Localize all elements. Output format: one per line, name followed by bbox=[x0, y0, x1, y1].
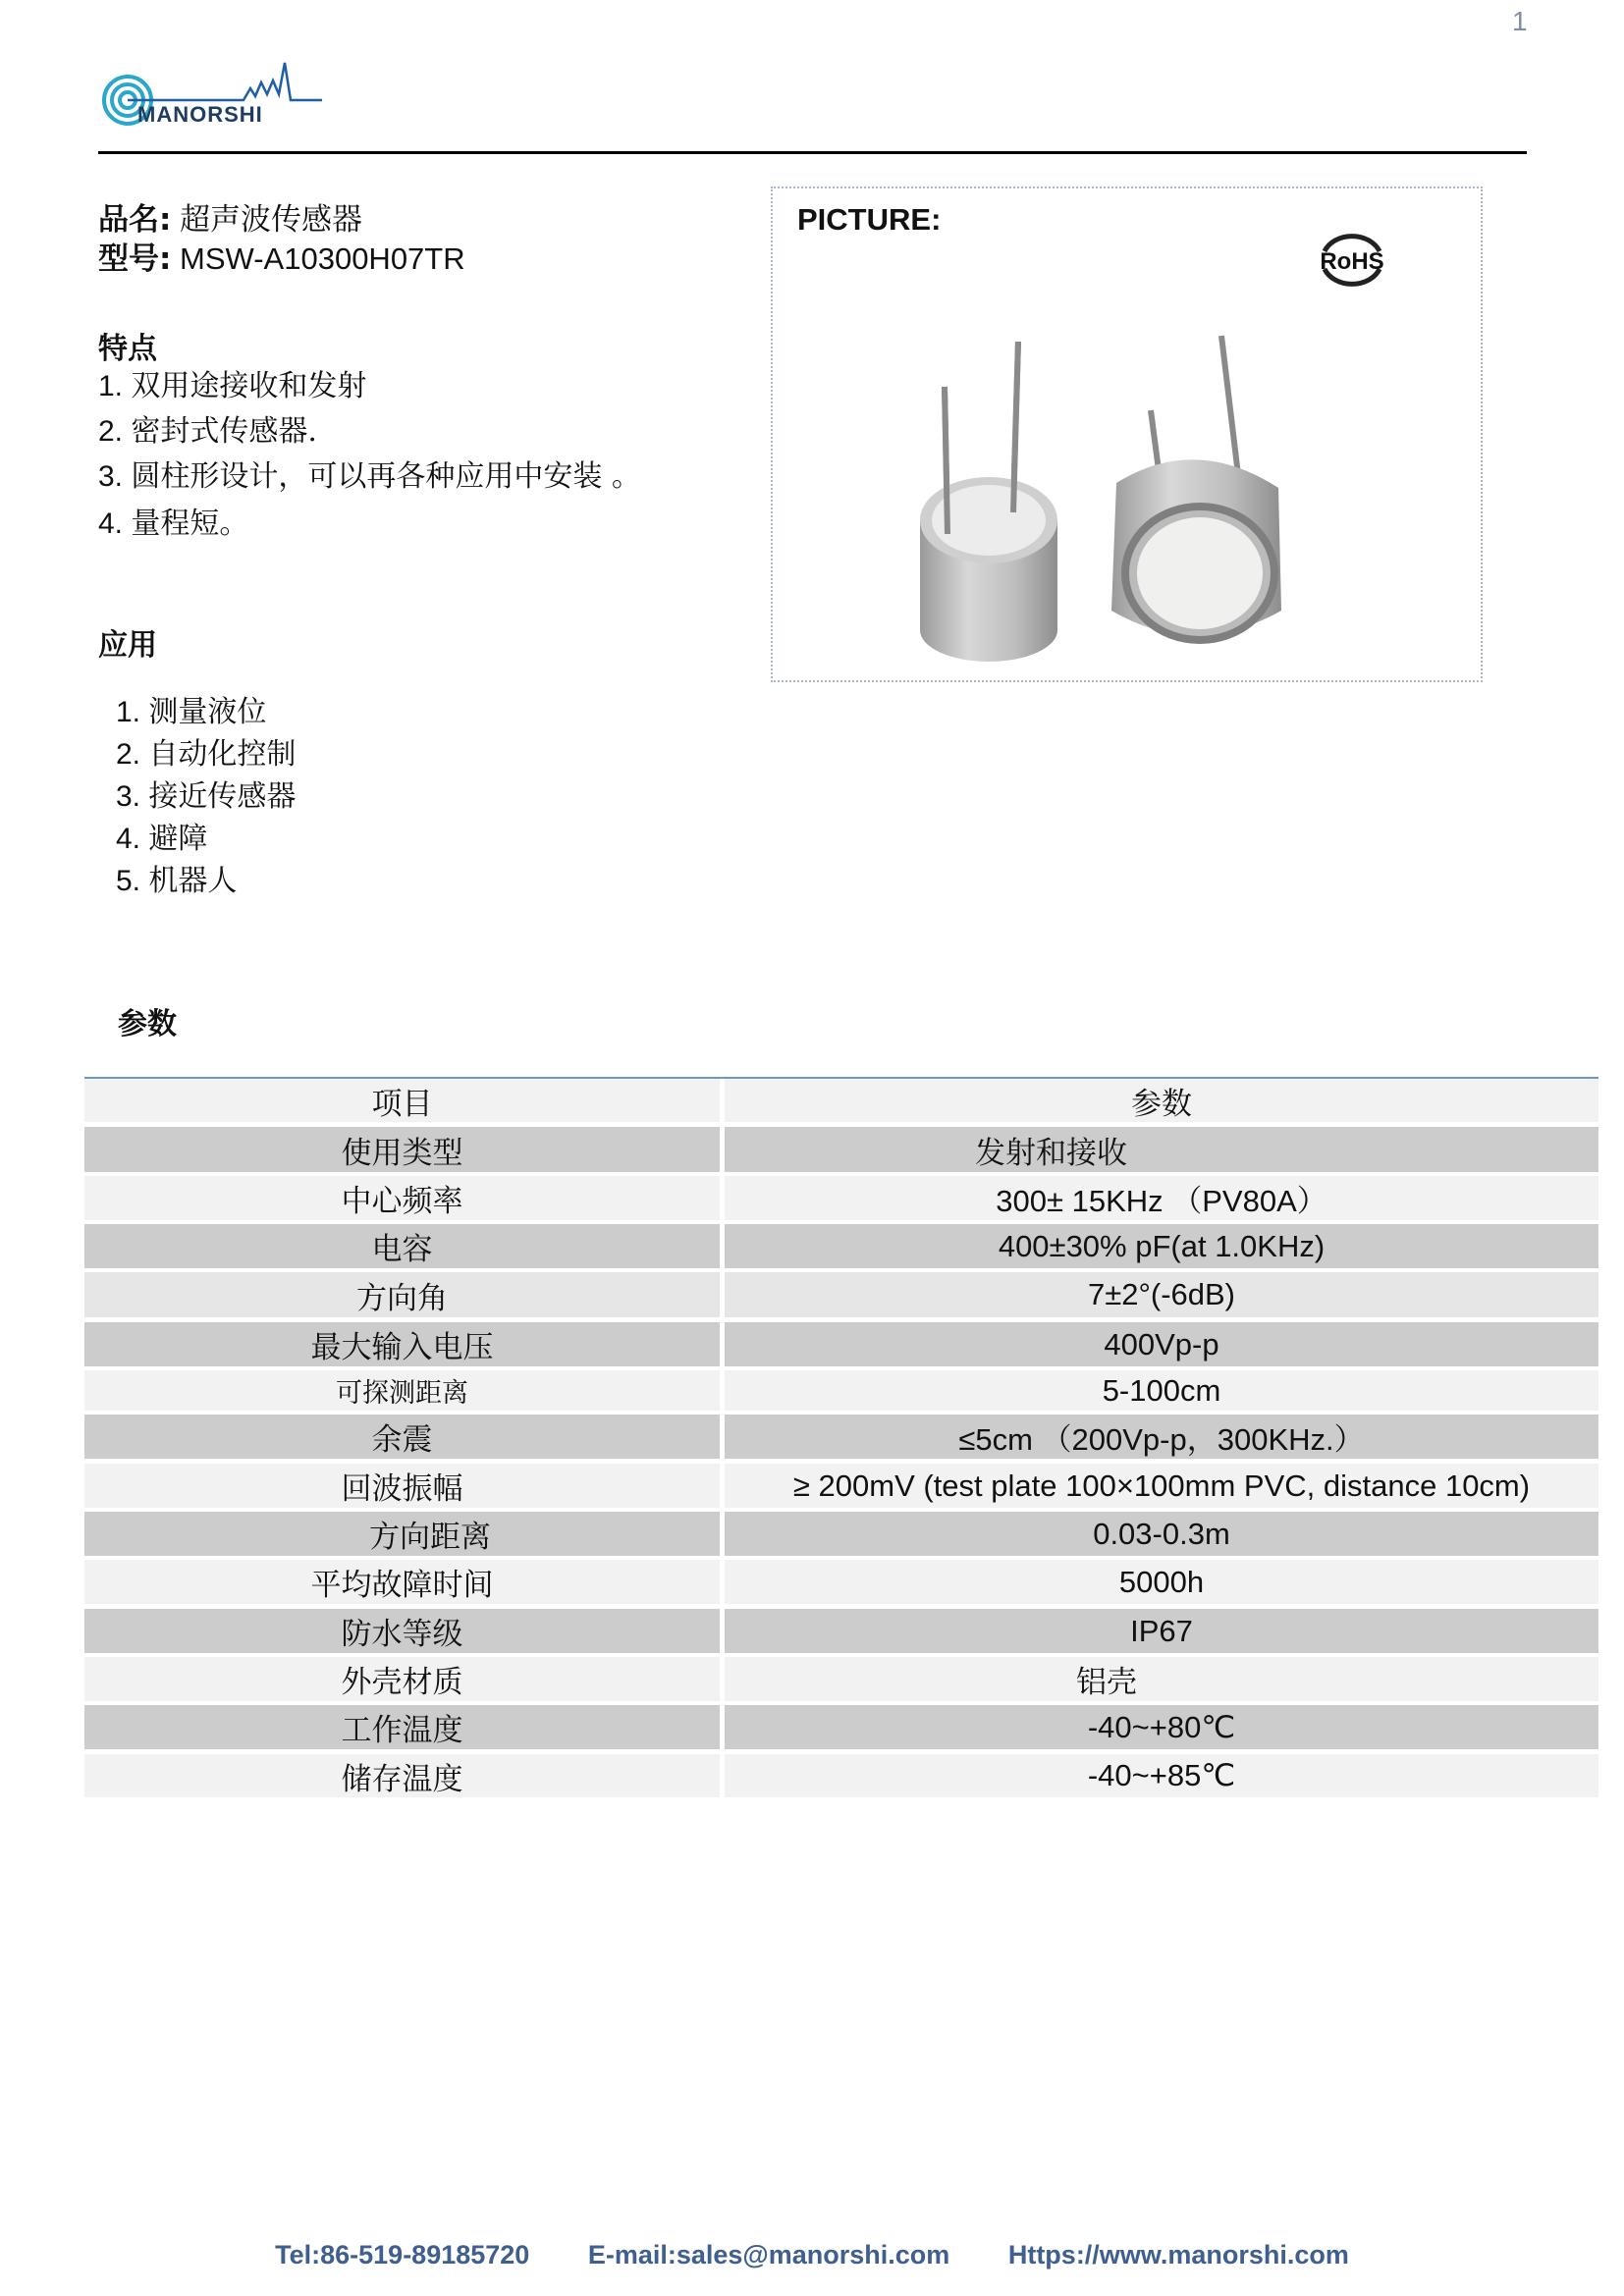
rohs-badge-icon bbox=[1313, 226, 1391, 293]
row-value: 铝壳 bbox=[725, 1657, 1598, 1701]
table-row bbox=[84, 1127, 1598, 1172]
row-value: 5000h bbox=[725, 1560, 1598, 1604]
product-name-line bbox=[98, 201, 362, 239]
table-header-row bbox=[84, 1079, 1598, 1122]
table-row bbox=[84, 1754, 1598, 1797]
product-model-label: 型号: bbox=[98, 241, 172, 277]
row-item: 工作温度 bbox=[84, 1705, 720, 1749]
row-value: 发射和接收 bbox=[725, 1127, 1598, 1172]
feature-item: 3. 圆柱形设计，可以再各种应用中安装 。 bbox=[98, 459, 641, 494]
row-value: 7±2°(-6dB) bbox=[725, 1272, 1598, 1317]
application-item: 5. 机器人 bbox=[116, 864, 238, 898]
row-item: 外壳材质 bbox=[84, 1657, 720, 1701]
table-row bbox=[84, 1560, 1598, 1604]
table-row bbox=[84, 1322, 1598, 1366]
svg-text:RoHS: RoHS bbox=[1320, 248, 1384, 275]
row-item: 使用类型 bbox=[84, 1127, 720, 1172]
svg-text:MANORSHI: MANORSHI bbox=[137, 102, 263, 127]
header-item: 项目 bbox=[84, 1079, 720, 1122]
applications-heading: 应用 bbox=[98, 628, 157, 663]
application-item: 1. 测量液位 bbox=[116, 695, 267, 729]
feature-item: 1. 双用途接收和发射 bbox=[98, 369, 367, 403]
row-item: 平均故障时间 bbox=[84, 1560, 720, 1604]
sonar-wave-logo-icon bbox=[98, 57, 324, 128]
table-row bbox=[84, 1705, 1598, 1749]
table-row bbox=[84, 1609, 1598, 1653]
row-item: 方向角 bbox=[84, 1272, 720, 1317]
table-row bbox=[84, 1176, 1598, 1220]
footer-website-link[interactable]: Https://www.manorshi.com bbox=[1007, 2240, 1349, 2269]
page-number: 1 bbox=[1512, 6, 1528, 36]
features-list bbox=[98, 361, 641, 544]
row-value: IP67 bbox=[725, 1609, 1598, 1653]
row-value: 400Vp-p bbox=[725, 1322, 1598, 1366]
row-value: -40~+80℃ bbox=[725, 1705, 1598, 1749]
row-item: 最大输入电压 bbox=[84, 1322, 720, 1366]
sensor-product-image bbox=[900, 316, 1352, 669]
application-item: 4. 避障 bbox=[116, 822, 208, 856]
manorshi-logo bbox=[98, 57, 324, 128]
row-item: 防水等级 bbox=[84, 1609, 720, 1653]
row-item: 储存温度 bbox=[84, 1754, 720, 1797]
features-heading: 特点 bbox=[98, 332, 157, 366]
row-value: 5-100cm bbox=[725, 1370, 1598, 1411]
product-model-value: MSW-A10300H07TR bbox=[180, 241, 465, 276]
params-heading: 参数 bbox=[118, 1007, 177, 1041]
table-row bbox=[84, 1224, 1598, 1268]
row-value: 0.03-0.3m bbox=[725, 1512, 1598, 1556]
feature-item: 2. 密封式传感器. bbox=[98, 414, 317, 449]
header-value: 参数 bbox=[725, 1079, 1598, 1122]
table-row bbox=[84, 1370, 1598, 1411]
row-value: 300± 15KHz （PV80A） bbox=[725, 1176, 1598, 1220]
row-value: ≥ 200mV (test plate 100×100mm PVC, distance 10cm) bbox=[725, 1464, 1598, 1508]
footer-email-link[interactable]: E-mail:sales@manorshi.com bbox=[587, 2240, 950, 2269]
table-row bbox=[84, 1415, 1598, 1459]
row-value: ≤5cm （200Vp-p，300KHz.） bbox=[725, 1415, 1598, 1459]
row-item: 中心频率 bbox=[84, 1176, 720, 1220]
product-picture-box bbox=[771, 187, 1483, 682]
table-row bbox=[84, 1512, 1598, 1556]
row-value: -40~+85℃ bbox=[725, 1754, 1598, 1797]
footer-tel: Tel:86-519-89185720 bbox=[275, 2240, 530, 2269]
picture-label: PICTURE: bbox=[797, 202, 942, 237]
product-model-line bbox=[98, 240, 465, 278]
row-item: 电容 bbox=[84, 1224, 720, 1268]
row-item: 回波振幅 bbox=[84, 1464, 720, 1508]
application-item: 2. 自动化控制 bbox=[116, 737, 297, 772]
product-name-label: 品名: bbox=[98, 202, 172, 238]
row-value: 400±30% pF(at 1.0KHz) bbox=[725, 1224, 1598, 1268]
contact-footer bbox=[0, 2240, 1624, 2270]
row-item: 方向距离 bbox=[84, 1512, 720, 1556]
row-item: 可探测距离 bbox=[84, 1370, 720, 1411]
header-rule bbox=[98, 151, 1527, 154]
applications-list bbox=[116, 687, 296, 898]
row-item: 余震 bbox=[84, 1415, 720, 1459]
table-row bbox=[84, 1657, 1598, 1701]
table-row bbox=[84, 1272, 1598, 1317]
application-item: 3. 接近传感器 bbox=[116, 779, 297, 814]
product-name-value: 超声波传感器 bbox=[180, 202, 363, 238]
feature-item: 4. 量程短。 bbox=[98, 507, 249, 541]
table-row bbox=[84, 1464, 1598, 1508]
